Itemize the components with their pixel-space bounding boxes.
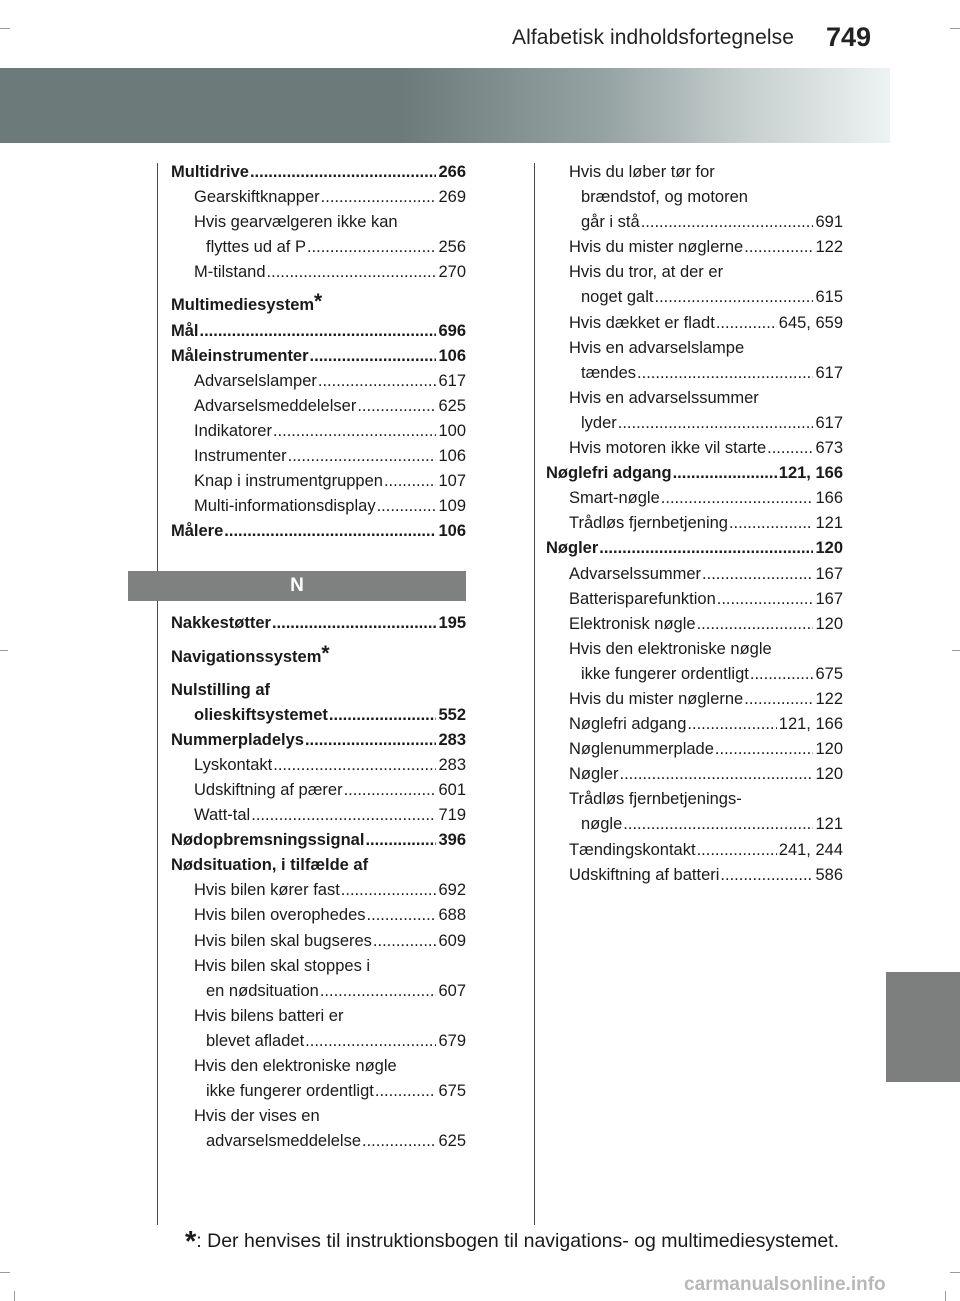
index-entry-term: Hvis du mister nøglerne xyxy=(569,238,744,257)
index-entry xyxy=(171,210,466,235)
dot-leader xyxy=(767,436,813,461)
page-number: 749 xyxy=(826,22,872,52)
index-entry-page: 120 xyxy=(815,539,843,558)
dot-leader xyxy=(702,562,813,587)
index-entry-term: Knap i instrumentgruppen xyxy=(194,472,383,491)
index-entry xyxy=(171,290,466,318)
index-entry-page: 688 xyxy=(438,906,466,925)
footnote xyxy=(185,1222,840,1258)
index-entry xyxy=(546,662,843,687)
index-entry-page: 552 xyxy=(438,705,466,724)
index-entry-page: 625 xyxy=(438,1132,466,1151)
index-entry-page: 675 xyxy=(815,664,843,683)
dot-leader xyxy=(250,160,437,185)
index-entry xyxy=(546,285,843,310)
index-entry-page: 120 xyxy=(815,614,843,633)
dot-leader xyxy=(362,1129,436,1154)
index-entry-term: Hvis du tror, at der er xyxy=(569,263,724,282)
index-entry xyxy=(546,612,843,637)
index-entry-page: 106 xyxy=(438,522,466,541)
index-entry xyxy=(171,611,466,636)
index-entry-term: advarselsmeddelelse xyxy=(206,1132,362,1151)
index-entry-page: 283 xyxy=(438,755,466,774)
index-entry-page: 120 xyxy=(815,740,843,759)
index-entry-page: 241, 244 xyxy=(778,840,843,859)
index-column-left xyxy=(171,160,466,1154)
index-entry-term: Hvis gearvælgeren ikke kan xyxy=(194,213,398,232)
index-entry-term: nøgle xyxy=(581,815,623,834)
footnote-reference-star: * xyxy=(314,290,323,314)
index-entry xyxy=(546,687,843,712)
index-entry-page: 166 xyxy=(815,489,843,508)
header-title: Alfabetisk indholdsfortegnelse xyxy=(512,26,795,49)
index-entry xyxy=(171,853,466,878)
index-entry-term: Navigationssystem xyxy=(171,647,322,666)
dot-leader xyxy=(224,519,436,544)
dot-leader xyxy=(288,444,437,469)
footnote-reference-star: * xyxy=(321,641,330,665)
index-entry-page: 121 xyxy=(815,514,843,533)
dot-leader xyxy=(623,812,813,837)
index-entry-term: Hvis motoren ikke vil starte xyxy=(569,439,767,458)
index-entry-term: blevet afladet xyxy=(206,1031,305,1050)
index-entry-page: 109 xyxy=(438,497,466,516)
index-entry xyxy=(171,903,466,928)
index-entry xyxy=(171,678,466,703)
dot-leader xyxy=(720,863,813,888)
index-entry-term: Lyskontakt xyxy=(194,755,273,774)
dot-leader xyxy=(310,344,437,369)
index-entry-term: Nøglefri adgang xyxy=(569,715,687,734)
index-entry xyxy=(171,160,466,185)
index-entry-term: Måleinstrumenter xyxy=(171,346,309,365)
index-entry-page: 283 xyxy=(438,730,466,749)
index-entry-term: lyder xyxy=(581,413,617,432)
header-banner xyxy=(0,68,890,143)
index-entry-page: 617 xyxy=(815,413,843,432)
index-entry-term: brændstof, og motoren xyxy=(581,188,748,207)
index-entry xyxy=(171,778,466,803)
index-entry-term: Nakkestøtter xyxy=(171,614,271,633)
index-entry-page: 121 xyxy=(815,815,843,834)
crop-mark xyxy=(945,1291,946,1301)
index-entry-term: olieskiftsystemet xyxy=(194,705,328,724)
dot-leader xyxy=(715,737,814,762)
watermark: carmanualsonline.info xyxy=(684,1274,886,1295)
index-entry xyxy=(546,311,843,336)
dot-leader xyxy=(251,803,436,828)
index-entry-page: 167 xyxy=(815,564,843,583)
index-entry-page: 607 xyxy=(438,981,466,1000)
index-entry xyxy=(171,929,466,954)
index-entry-term: Hvis den elektroniske nøgle xyxy=(194,1057,397,1075)
crop-mark xyxy=(0,1272,10,1273)
dot-leader xyxy=(620,762,814,787)
dot-leader xyxy=(697,838,777,863)
footnote-text: : Der henvises til instruktionsbogen til navigations- og multimediesystemet. xyxy=(196,1230,840,1252)
dot-leader xyxy=(318,369,437,394)
index-entry-term: Nummerpladelys xyxy=(171,730,304,749)
index-entry xyxy=(546,336,843,361)
index-entry-term: Multidrive xyxy=(171,163,249,181)
index-entry xyxy=(171,419,466,444)
index-entry xyxy=(171,753,466,778)
index-entry-term: Udskiftning af batteri xyxy=(569,865,720,884)
index-entry xyxy=(546,160,843,185)
crop-mark xyxy=(952,650,960,651)
index-entry-term: noget galt xyxy=(581,288,654,307)
index-entry xyxy=(171,319,466,344)
index-entry xyxy=(546,361,843,386)
index-entry-page: 100 xyxy=(438,421,466,440)
index-entry-term: Trådløs fjernbetjenings- xyxy=(569,790,742,809)
index-entry-page: 719 xyxy=(438,806,466,825)
crop-mark xyxy=(0,650,8,651)
crop-mark xyxy=(950,1272,960,1273)
index-entry-page: 121, 166 xyxy=(778,464,843,483)
crop-mark xyxy=(950,28,960,29)
index-entry xyxy=(546,210,843,235)
index-entry-page: 617 xyxy=(438,371,466,390)
index-entry-page: 679 xyxy=(438,1031,466,1050)
index-entry-page: 270 xyxy=(438,263,466,282)
dot-leader xyxy=(307,235,437,260)
dot-leader xyxy=(273,419,437,444)
index-entry xyxy=(546,863,843,888)
index-entry-term: Nødopbremsningssignal xyxy=(171,831,365,850)
index-entry xyxy=(546,511,843,536)
index-entry xyxy=(171,1104,466,1129)
index-entry-page: 696 xyxy=(438,321,466,340)
index-entry-page: 269 xyxy=(438,188,466,207)
dot-leader xyxy=(729,511,814,536)
dot-leader xyxy=(599,536,813,561)
index-entry xyxy=(546,411,843,436)
index-column-right xyxy=(546,160,843,888)
index-entry xyxy=(546,737,843,762)
footnote-star: * xyxy=(185,1226,197,1258)
index-entry-term: Batterisparefunktion xyxy=(569,589,716,608)
index-entry-page: 396 xyxy=(438,831,466,850)
index-entry-page: 266 xyxy=(438,163,466,181)
index-entry-page: 586 xyxy=(815,865,843,884)
dot-leader xyxy=(341,878,437,903)
index-entry xyxy=(546,787,843,812)
index-entry-term: Instrumenter xyxy=(194,447,287,466)
index-entry-term: Nøglenummerplade xyxy=(569,740,714,759)
index-entry-term: Hvis dækket er fladt xyxy=(569,313,715,332)
index-entry xyxy=(171,828,466,853)
index-entry-page: 625 xyxy=(438,396,466,415)
index-entry-page: 673 xyxy=(815,439,843,458)
dot-leader xyxy=(267,260,437,285)
index-entry xyxy=(171,260,466,285)
index-entry xyxy=(171,1054,466,1079)
index-entry-page: 692 xyxy=(438,881,466,900)
dot-leader xyxy=(744,687,813,712)
index-entry xyxy=(171,1129,466,1154)
index-entry-term: M-tilstand xyxy=(194,263,266,282)
index-entry xyxy=(546,838,843,863)
index-entry-term: Advarselsmeddelelser xyxy=(194,396,357,415)
index-entry-page: 675 xyxy=(438,1082,466,1101)
index-entry xyxy=(171,519,466,544)
index-entry-term: Hvis en advarselslampe xyxy=(569,338,745,357)
index-entry-term: Mål xyxy=(171,321,199,340)
index-entry xyxy=(546,386,843,411)
index-entry-term: Gearskiftknapper xyxy=(194,188,320,207)
dot-leader xyxy=(697,612,814,637)
dot-leader xyxy=(329,703,437,728)
dot-leader xyxy=(641,210,814,235)
dot-leader xyxy=(273,753,436,778)
index-entry xyxy=(546,461,843,486)
index-entry-page: 615 xyxy=(815,288,843,307)
dot-leader xyxy=(365,828,436,853)
index-entry-term: Nødsituation, i tilfælde af xyxy=(171,856,369,875)
dot-leader xyxy=(377,494,437,519)
index-entry-page: 691 xyxy=(815,213,843,232)
dot-leader xyxy=(200,319,437,344)
index-entry-page: 120 xyxy=(815,765,843,784)
index-entry-term: flyttes ud af P xyxy=(206,238,306,257)
index-entry-term: går i stå xyxy=(581,213,640,232)
index-entry xyxy=(171,954,466,979)
index-entry-term: Nøgler xyxy=(546,539,599,558)
dot-leader xyxy=(661,486,814,511)
dot-leader xyxy=(375,1079,437,1104)
index-entry-term: Hvis du mister nøglerne xyxy=(569,689,744,708)
index-entry-term: Multi-informationsdisplay xyxy=(194,497,376,516)
crop-mark xyxy=(14,1291,15,1301)
dot-leader xyxy=(357,394,436,419)
section-header-n: N xyxy=(128,571,466,601)
dot-leader xyxy=(687,712,776,737)
index-entry xyxy=(171,1079,466,1104)
dot-leader xyxy=(367,903,437,928)
index-entry xyxy=(546,637,843,662)
index-entry xyxy=(171,494,466,519)
dot-leader xyxy=(750,662,814,687)
index-entry-term: Nøgler xyxy=(569,765,619,784)
index-entry-page: 601 xyxy=(438,780,466,799)
index-entry xyxy=(171,444,466,469)
index-entry-page: 256 xyxy=(438,238,466,257)
index-entry-term: Indikatorer xyxy=(194,421,272,440)
index-entry-term: Hvis bilen skal stoppes i xyxy=(194,956,371,975)
dot-leader xyxy=(717,587,814,612)
index-entry-term: Smart-nøgle xyxy=(569,489,660,508)
dot-leader xyxy=(618,411,814,436)
index-entry-page: 121, 166 xyxy=(778,715,843,734)
index-entry xyxy=(171,728,466,753)
column-divider-left xyxy=(157,163,158,1225)
index-entry xyxy=(546,562,843,587)
dot-leader xyxy=(305,728,437,753)
dot-leader xyxy=(320,979,437,1004)
dot-leader xyxy=(654,285,813,310)
index-entry xyxy=(171,369,466,394)
index-entry-term: Hvis bilen overophedes xyxy=(194,906,366,925)
dot-leader xyxy=(305,1029,436,1054)
index-entry-term: Watt-tal xyxy=(194,806,251,825)
dot-leader xyxy=(272,611,437,636)
index-entry-term: Nøglefri adgang xyxy=(546,464,672,483)
index-entry-page: 107 xyxy=(438,472,466,491)
index-entry-term: ikke fungerer ordentligt xyxy=(206,1082,374,1101)
index-entry xyxy=(171,469,466,494)
page-header xyxy=(0,0,960,62)
index-entry-page: 106 xyxy=(438,447,466,466)
index-entry-term: Trådløs fjernbetjening xyxy=(569,514,728,533)
index-entry-page: 106 xyxy=(438,346,466,365)
index-entry xyxy=(171,979,466,1004)
index-entry xyxy=(546,762,843,787)
index-entry xyxy=(171,394,466,419)
index-entry-term: en nødsituation xyxy=(206,981,319,1000)
index-entry xyxy=(171,235,466,260)
dot-leader xyxy=(716,311,777,336)
dot-leader xyxy=(344,778,437,803)
dot-leader xyxy=(384,469,437,494)
index-entry-term: Hvis bilen kører fast xyxy=(194,881,340,900)
index-entry xyxy=(546,235,843,260)
index-entry xyxy=(171,703,466,728)
index-entry-term: Elektronisk nøgle xyxy=(569,614,696,633)
dot-leader xyxy=(744,235,813,260)
index-entry-term: Hvis den elektroniske nøgle xyxy=(569,639,772,658)
index-entry xyxy=(171,641,466,670)
index-entry xyxy=(171,344,466,369)
index-entry-page: 122 xyxy=(815,689,843,708)
index-entry-page: 609 xyxy=(438,931,466,950)
index-entry-term: Hvis der vises en xyxy=(194,1107,320,1126)
index-entry-term: tændes xyxy=(581,363,637,382)
index-entry-page: 195 xyxy=(438,614,466,633)
index-entry xyxy=(546,486,843,511)
index-entry-term: Multimediesystem xyxy=(171,296,315,315)
dot-leader xyxy=(637,361,813,386)
index-entry xyxy=(171,803,466,828)
index-entry-page: 645, 659 xyxy=(778,313,843,332)
index-entry xyxy=(546,185,843,210)
section-side-tab xyxy=(886,972,960,1082)
index-entry-term: Advarselslamper xyxy=(194,371,317,390)
index-entry-term: Hvis bilens batteri er xyxy=(194,1006,344,1025)
column-divider-middle xyxy=(534,163,535,1225)
index-entry xyxy=(171,878,466,903)
dot-leader xyxy=(673,461,777,486)
index-entry xyxy=(546,536,843,561)
index-entry xyxy=(546,436,843,461)
index-entry xyxy=(546,587,843,612)
dot-leader xyxy=(321,185,437,210)
crop-mark xyxy=(0,28,10,29)
dot-leader xyxy=(373,929,437,954)
index-entry-term: Udskiftning af pærer xyxy=(194,780,343,799)
index-entry xyxy=(171,185,466,210)
index-entry xyxy=(546,812,843,837)
index-entry-term: Hvis du løber tør for xyxy=(569,163,715,181)
index-entry xyxy=(546,712,843,737)
index-entry-term: ikke fungerer ordentligt xyxy=(581,664,749,683)
index-entry-page: 617 xyxy=(815,363,843,382)
index-entry xyxy=(171,1029,466,1054)
index-entry-term: Tændingskontakt xyxy=(569,840,696,859)
index-entry-term: Målere xyxy=(171,522,224,541)
index-entry-term: Hvis bilen skal bugseres xyxy=(194,931,372,950)
index-entry-page: 167 xyxy=(815,589,843,608)
index-entry-term: Nulstilling af xyxy=(171,680,270,699)
index-entry-page: 122 xyxy=(815,238,843,257)
index-entry xyxy=(171,1004,466,1029)
index-entry-term: Hvis en advarselssummer xyxy=(569,388,759,407)
index-entry xyxy=(546,260,843,285)
index-entry-term: Advarselssummer xyxy=(569,564,702,583)
